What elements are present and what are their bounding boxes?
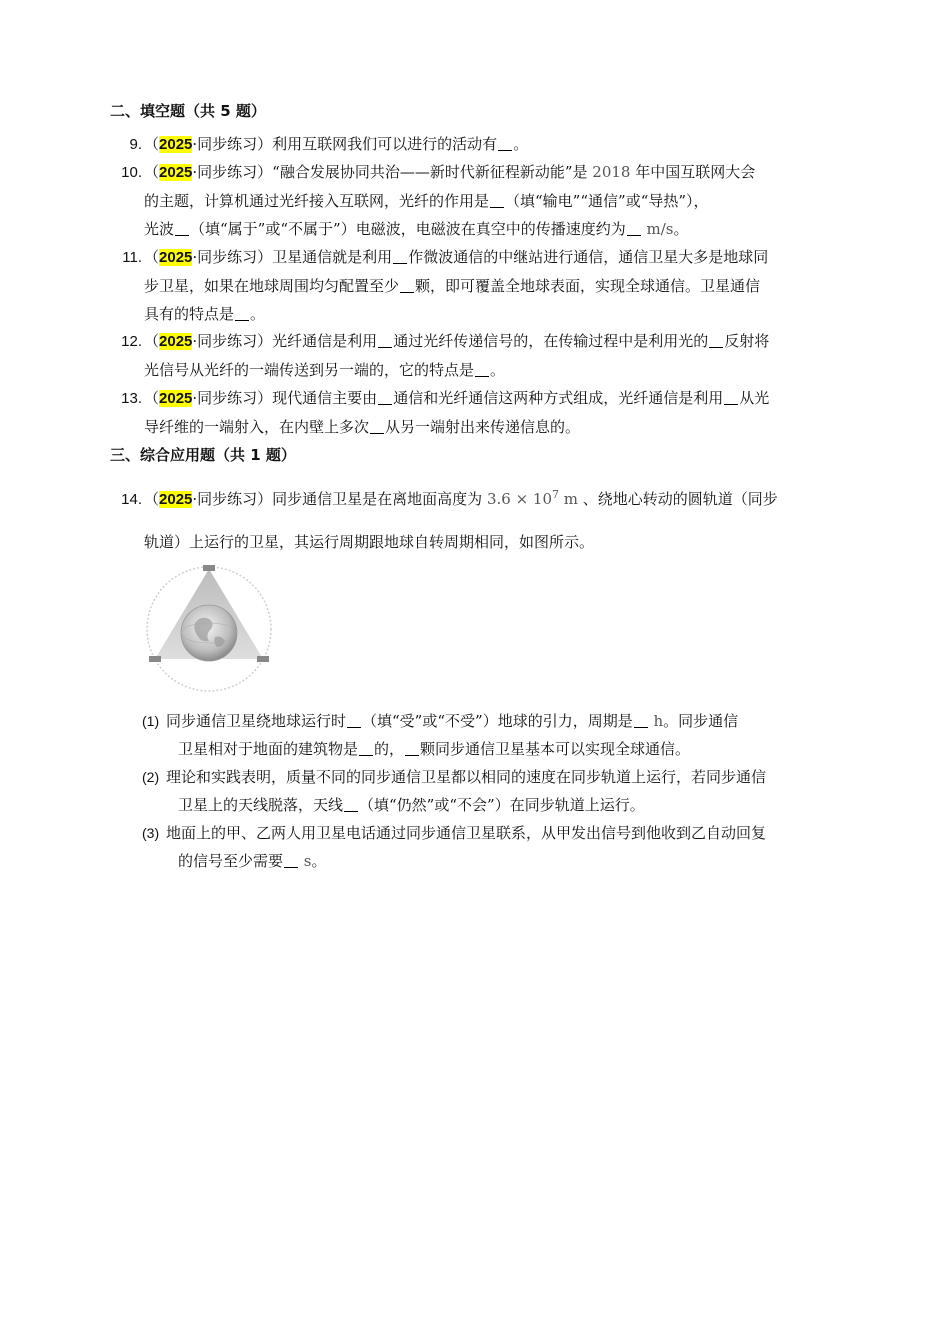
question-number: 11. [122, 249, 142, 266]
sub-question-2: (2) 理论和实践表明，质量不同的同步通信卫星都以相同的速度在同步轨道上运行，若同步通信 卫星上的天线脱落，天线 （填“仍然”或“不会”）在同步轨道上运行。 [142, 768, 767, 814]
section-title-fill: 二、填空题（共 5 题） [110, 102, 266, 120]
answer-blank[interactable] [634, 713, 648, 728]
question-14: 14. （2025·同步练习）同步通信卫星是在离地面高度为 $3.6 \times 10^7$ m 、绕地心转动的圆轨道（同步 [110, 480, 842, 515]
unit-formula: m/s [641, 220, 674, 238]
question-number: 14. [121, 491, 142, 508]
question-11: 11. （2025·同步练习）卫星通信就是利用 作微波通信的中继站进行通信，通信卫星大多是地球同 步卫星，如果在地球周围均匀配置至少 颗，即可覆盖全地球表面，实现全球通信。卫星通信 具有的特点是 。 [110, 243, 842, 328]
answer-blank[interactable] [284, 853, 298, 868]
year-highlight: 2025 [159, 390, 193, 407]
year-highlight: 2025 [159, 164, 193, 181]
satellite-icon [203, 565, 215, 571]
answer-blank[interactable] [344, 797, 358, 812]
year-highlight: 2025 [159, 333, 193, 350]
satellite-icon [257, 656, 269, 662]
question-number: 10. [121, 164, 142, 181]
answer-blank[interactable] [359, 741, 373, 756]
question-14-line2: 轨道）上运行的卫星，其运行周期跟地球自转周期相同，如图所示。 [144, 533, 595, 551]
answer-blank[interactable] [378, 333, 392, 348]
question-9: 9. （2025·同步练习）利用互联网我们可以进行的活动有 。 [110, 130, 842, 159]
answer-blank[interactable] [709, 333, 723, 348]
satellite-icon [149, 656, 161, 662]
earth-icon [181, 605, 237, 661]
year-highlight: 2025 [159, 136, 193, 153]
year-highlight: 2025 [159, 491, 193, 508]
satellite-orbit-figure [143, 563, 275, 695]
question-13: 13. （2025·同步练习）现代通信主要由 通信和光纤通信这两种方式组成，光纤通信是利用 从光 导纤维的一端射入，在内壁上多次 从另一端射出来传递信息的。 [110, 384, 842, 441]
answer-blank[interactable] [475, 362, 489, 377]
sub-question-1: (1) 同步通信卫星绕地球运行时 （填“受”或“不受”）地球的引力，周期是 h。同步通信 卫星相对于地面的建筑物是 的， 颗同步通信卫星基本可以实现全球通信。 [142, 712, 739, 758]
question-10: 10. （2025·同步练习）“融合发展协同共治——新时代新征程新动能”是 2018 年中国互联网大会 的主题，计算机通过光纤接入互联网，光纤的作用是 （填“输电”“通信”或“导热”）， 光波 （填“属于”或“不属于”）电磁波，电磁波在真空中的传播速度约为 m/s。 [110, 158, 842, 243]
height-formula: $3.6 \times 10^7$ m [486, 488, 578, 508]
year-formula: 2018 [592, 163, 631, 181]
answer-blank[interactable] [405, 741, 419, 756]
section-title-apply: 三、综合应用题（共 1 题） [110, 446, 296, 464]
answer-blank[interactable] [724, 390, 738, 405]
question-12: 12. （2025·同步练习）光纤通信是利用 通过光纤传递信号的，在传输过程中是利用光的 反射将 光信号从光纤的一端传送到另一端的，它的特点是 。 [110, 327, 842, 384]
answer-blank[interactable] [393, 249, 407, 264]
question-number: 9. [129, 136, 142, 153]
question-number: 12. [121, 333, 142, 350]
year-highlight: 2025 [159, 249, 193, 266]
answer-blank[interactable] [498, 136, 512, 151]
answer-blank[interactable] [490, 193, 504, 208]
answer-blank[interactable] [378, 390, 392, 405]
answer-blank[interactable] [627, 221, 641, 236]
answer-blank[interactable] [347, 713, 361, 728]
sub-question-3: (3) 地面上的甲、乙两人用卫星电话通过同步通信卫星联系，从甲发出信号到他收到乙自动回复 的信号至少需要 s。 [142, 824, 767, 870]
question-number: 13. [121, 390, 142, 407]
answer-blank[interactable] [235, 306, 249, 321]
answer-blank[interactable] [175, 221, 189, 236]
answer-blank[interactable] [400, 278, 414, 293]
answer-blank[interactable] [370, 419, 384, 434]
